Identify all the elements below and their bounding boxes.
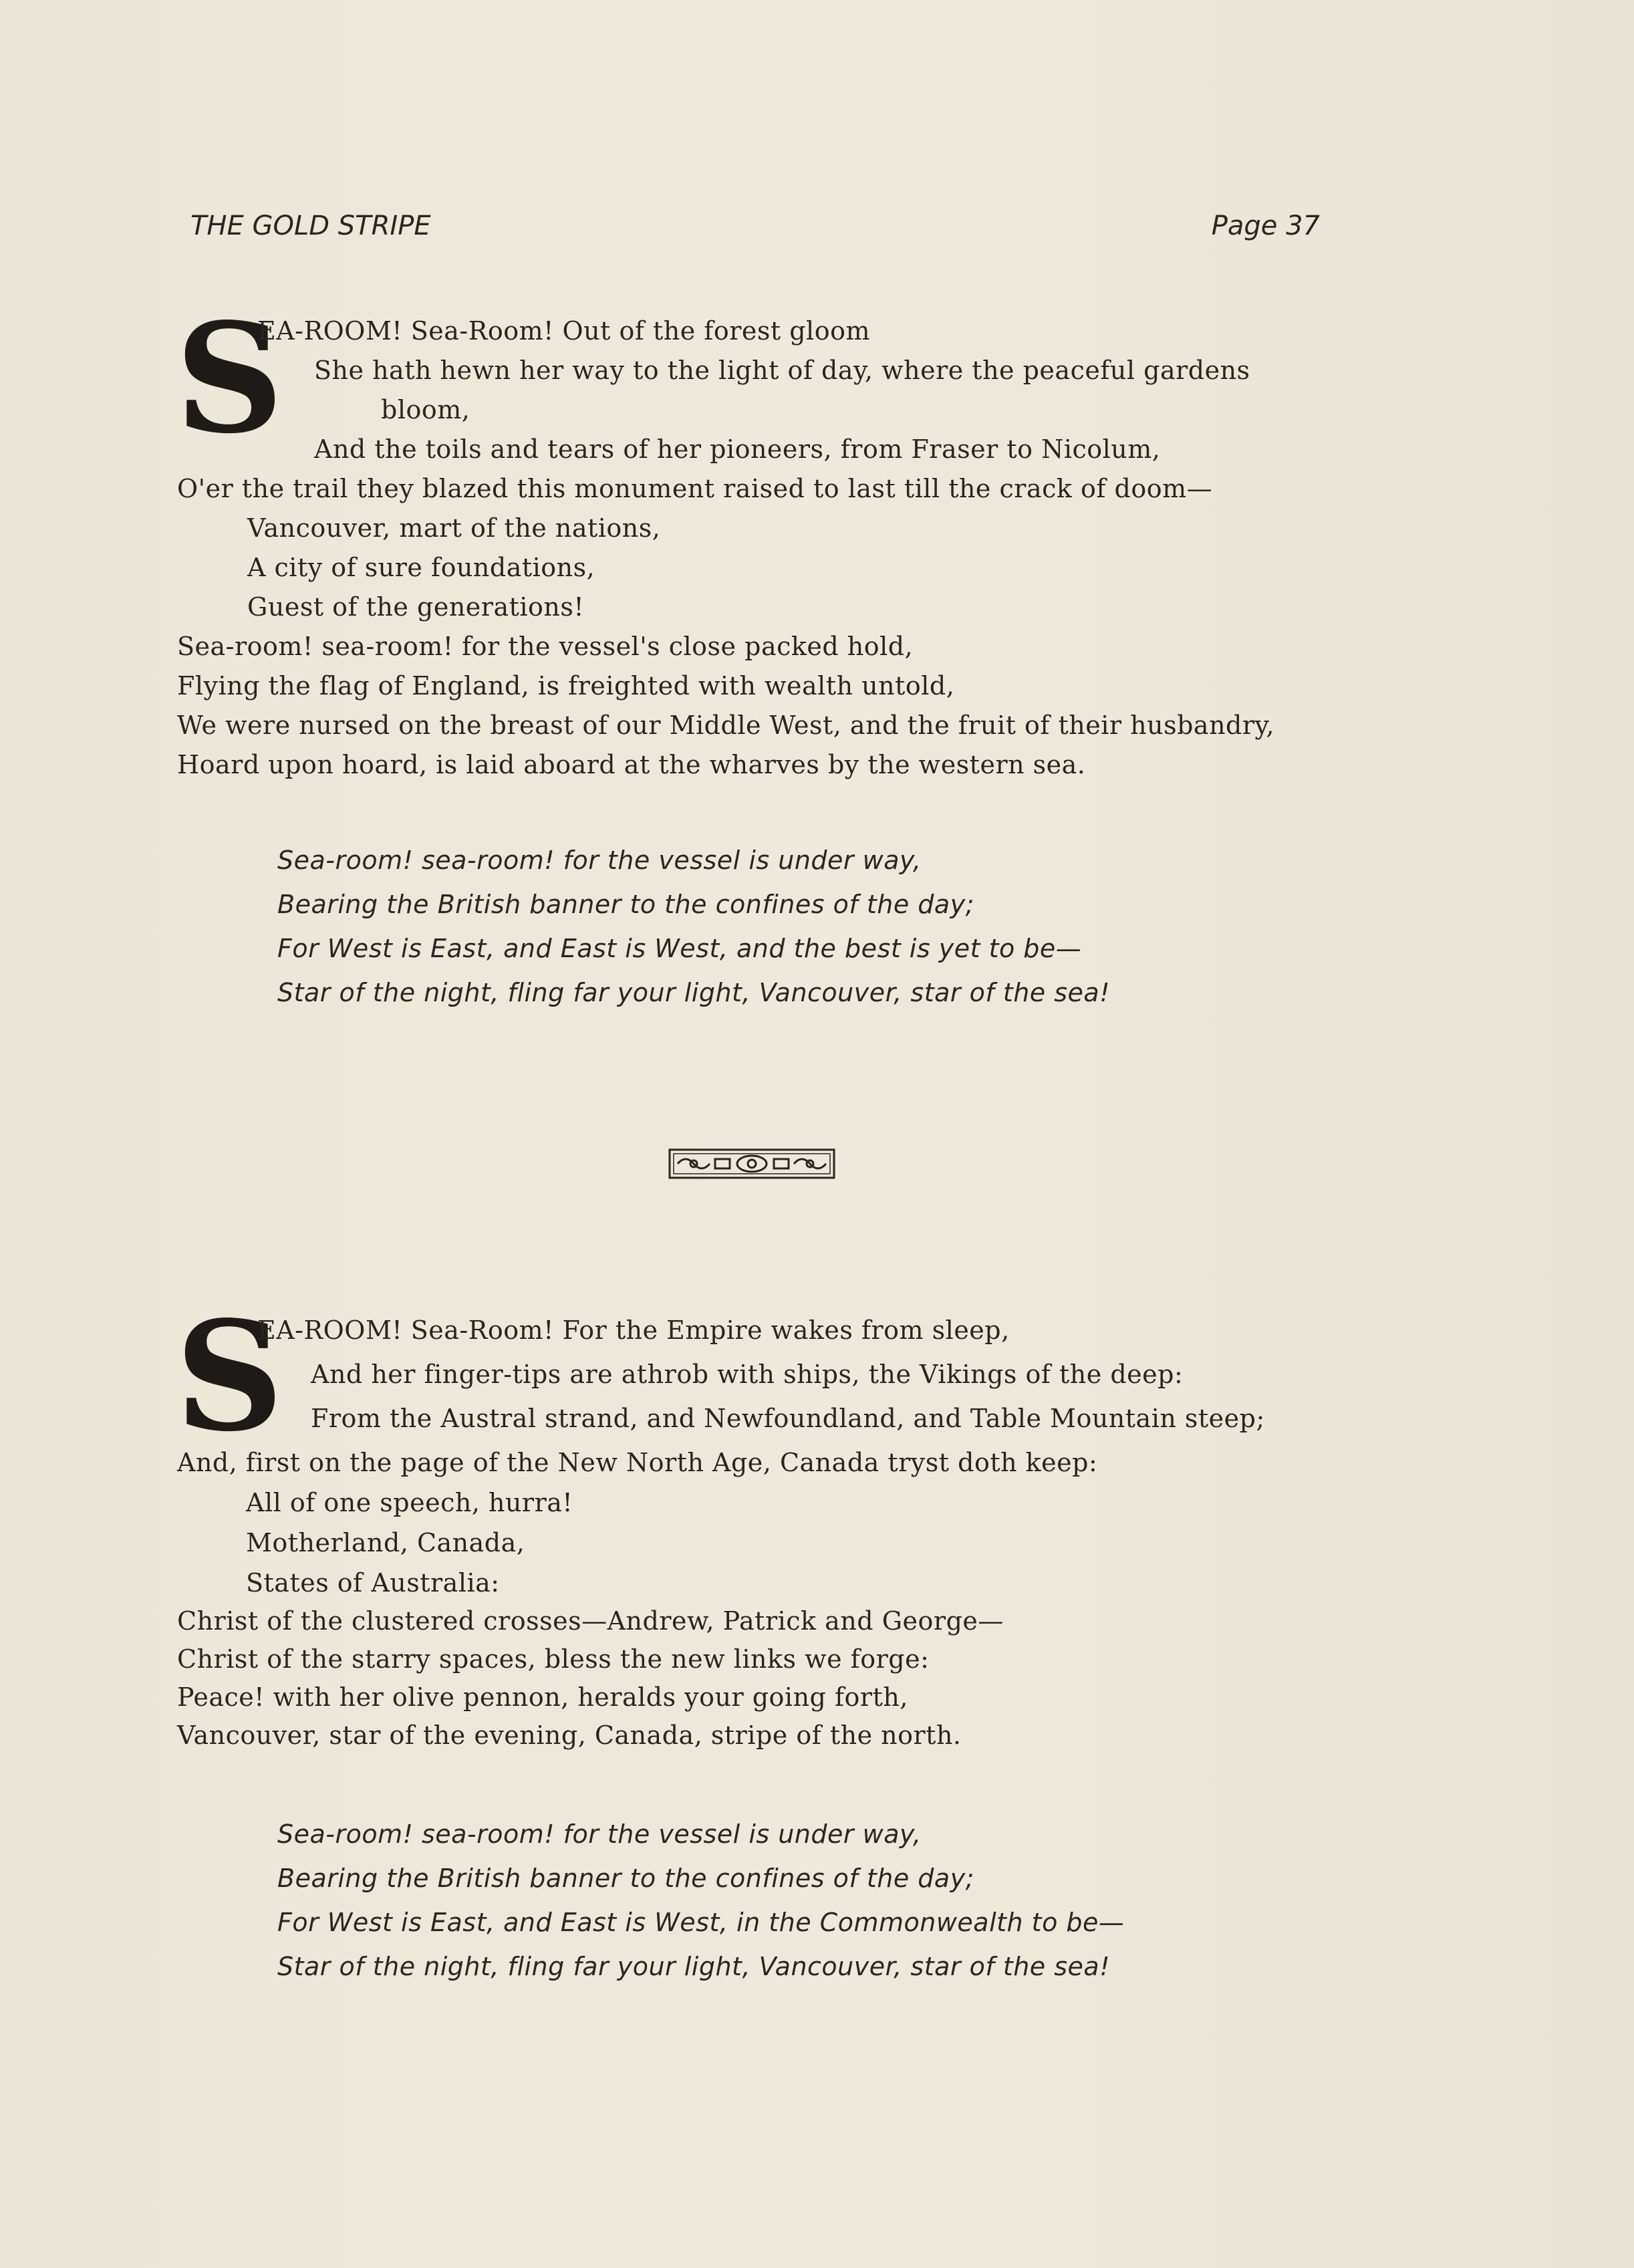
- poem-line: And, first on the page of the New North Age, Canada tryst doth keep:: [177, 1448, 1098, 1477]
- poem-line: From the Austral strand, and Newfoundland, and Table Mountain steep;: [311, 1404, 1265, 1433]
- page-number: Page 37: [1211, 211, 1320, 241]
- running-header: [190, 211, 1320, 251]
- poem-line: And the toils and tears of her pioneers, from Fraser to Nicolum,: [314, 434, 1161, 464]
- poem-line: bloom,: [381, 395, 470, 424]
- poem-line: Flying the flag of England, is freighted with wealth untold,: [177, 671, 955, 701]
- chorus-line: Star of the night, fling far your light, Vancouver, star of the sea!: [277, 978, 1110, 1007]
- poem-line: States of Australia:: [246, 1568, 500, 1598]
- poem-line: She hath hewn her way to the light of day, where the peaceful gardens: [314, 356, 1250, 385]
- scroll-ornament-icon: [668, 1147, 835, 1180]
- drop-cap: S: [175, 1289, 284, 1465]
- poem-line: Vancouver, star of the evening, Canada, stripe of the north.: [177, 1721, 962, 1750]
- chorus-line: Sea-room! sea-room! for the vessel is under way,: [277, 846, 922, 875]
- poem-line: Hoard upon hoard, is laid aboard at the wharves by the western sea.: [177, 750, 1086, 779]
- poem-line: Christ of the clustered crosses—Andrew, Patrick and George—: [177, 1606, 1004, 1636]
- poem-line: EA-ROOM! Sea-Room! For the Empire wakes from sleep,: [257, 1315, 1010, 1345]
- chorus-line: Star of the night, fling far your light, Vancouver, star of the sea!: [277, 1952, 1110, 1981]
- chorus-line: For West is East, and East is West, in the Commonwealth to be—: [277, 1908, 1125, 1937]
- book-title: THE GOLD STRIPE: [190, 211, 431, 241]
- poem-line: EA-ROOM! Sea-Room! Out of the forest gloom: [257, 316, 870, 346]
- chorus-line: Bearing the British banner to the confines of the day;: [277, 890, 974, 919]
- chorus-line: For West is East, and East is West, and the best is yet to be—: [277, 934, 1082, 963]
- poem-line: Vancouver, mart of the nations,: [247, 513, 661, 543]
- poem-line: A city of sure foundations,: [247, 553, 595, 582]
- poem-line: Guest of the generations!: [247, 592, 585, 622]
- poem-line: Christ of the starry spaces, bless the new links we forge:: [177, 1644, 930, 1674]
- chorus-line: Sea-room! sea-room! for the vessel is under way,: [277, 1819, 922, 1849]
- poem-line: All of one speech, hurra!: [246, 1488, 573, 1517]
- poem-line: Sea-room! sea-room! for the vessel's close packed hold,: [177, 632, 914, 661]
- chorus-line: Bearing the British banner to the confines of the day;: [277, 1864, 974, 1893]
- drop-cap: S: [175, 291, 284, 467]
- poem-line: Peace! with her olive pennon, heralds your going forth,: [177, 1682, 908, 1712]
- poem-line: Motherland, Canada,: [246, 1528, 525, 1557]
- poem-line: O'er the trail they blazed this monument raised to last till the crack of doom—: [177, 474, 1213, 503]
- poem-line: We were nursed on the breast of our Middle West, and the fruit of their husbandry,: [177, 711, 1275, 740]
- poem-line: And her finger-tips are athrob with ships, the Vikings of the deep:: [311, 1360, 1184, 1389]
